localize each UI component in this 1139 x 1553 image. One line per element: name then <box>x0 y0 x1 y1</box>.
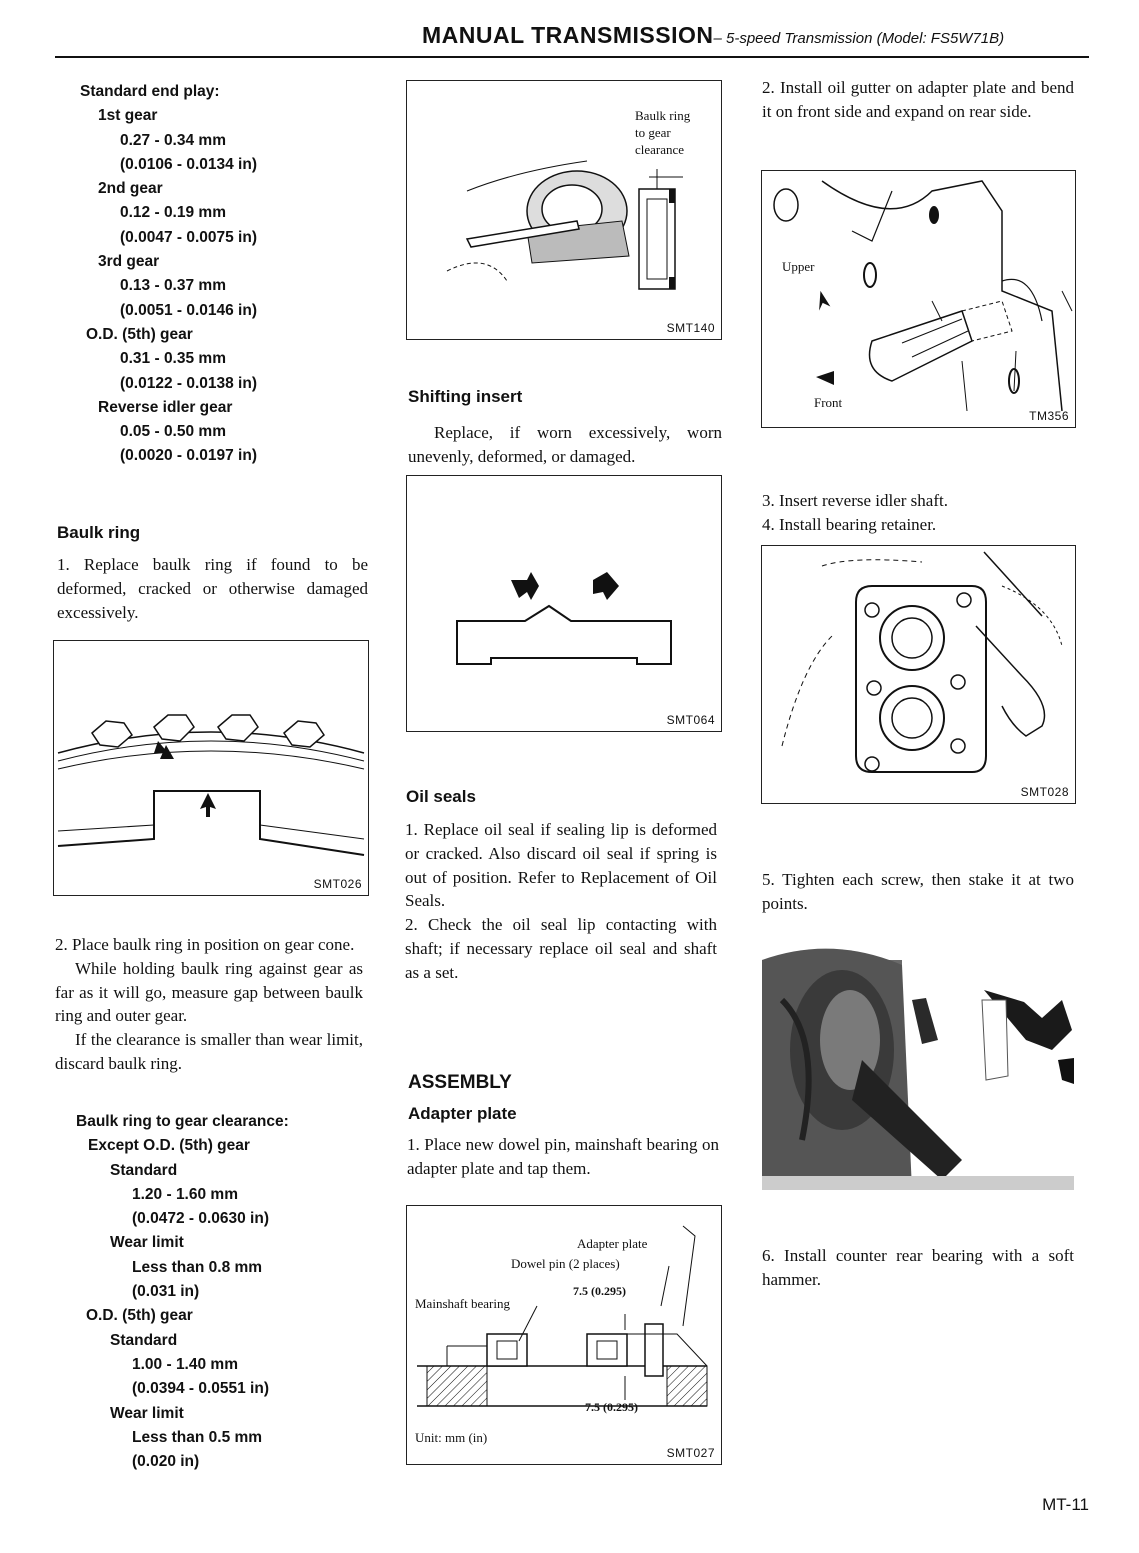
clearance-value: (0.020 in) <box>132 1453 200 1471</box>
oil-seals-steps <box>405 818 717 985</box>
clearance-title: Baulk ring to gear clearance: <box>76 1113 289 1130</box>
clearance-value: (0.0472 - 0.0630 in) <box>132 1210 269 1228</box>
right-step4: 4. Install bearing retainer. <box>762 514 937 534</box>
shifting-insert-text-block <box>408 421 722 469</box>
oil-seal-step2: 2. Check the oil seal lip contacting with shaft; if necessary replace oil seal and shaft as a set. <box>405 915 717 982</box>
assembly-heading: ASSEMBLY <box>408 1072 512 1093</box>
assembly-step1: 1. Place new dowel pin, mainshaft bearing on adapter plate and tap them. <box>407 1135 719 1178</box>
figure-code: SMT028 <box>1020 785 1069 799</box>
right-steps-3-4 <box>762 489 1074 537</box>
figure-smt028 <box>761 545 1076 804</box>
spec-gear: Reverse idler gear <box>98 398 233 416</box>
fig-unit: Unit: mm (in) <box>415 1430 488 1445</box>
assembly-step1-block <box>407 1133 719 1181</box>
fig-label: Baulk ring <box>635 108 691 123</box>
shifting-insert-diagram <box>407 476 721 731</box>
spec-in: (0.0106 - 0.0134 in) <box>120 155 257 173</box>
end-play-spec <box>80 80 380 469</box>
shifting-insert-text: Replace, if worn excessively, worn unevenly, deformed, or damaged. <box>408 423 722 466</box>
figure-smt026 <box>53 640 369 896</box>
oil-gutter-diagram <box>762 171 1075 427</box>
spec-in: (0.0051 - 0.0146 in) <box>120 301 257 319</box>
shifting-insert-heading: Shifting insert <box>408 387 523 406</box>
header-title: MANUAL TRANSMISSION <box>422 22 714 48</box>
clearance-value: Less than 0.5 mm <box>132 1428 263 1446</box>
end-play-title: Standard end play: <box>80 83 220 100</box>
spec-gear: 3rd gear <box>98 253 160 271</box>
clearance-spec <box>76 1110 376 1474</box>
spec-mm: 0.12 - 0.19 mm <box>120 204 226 222</box>
spec-in: (0.0047 - 0.0075 in) <box>120 228 257 246</box>
clearance-value: 1.20 - 1.60 mm <box>132 1185 238 1203</box>
fig-label-adapter-plate: Adapter plate <box>577 1236 648 1251</box>
fig-label-mainshaft-bearing: Mainshaft bearing <box>415 1296 510 1311</box>
right-step6: 6. Install counter rear bearing with a soft hammer. <box>762 1246 1074 1289</box>
right-step3: 3. Insert reverse idler shaft. <box>762 491 948 510</box>
clearance-except: Except O.D. (5th) gear <box>88 1137 250 1155</box>
clearance-value: 1.00 - 1.40 mm <box>132 1355 238 1373</box>
baulk-ring-diagram <box>54 641 368 895</box>
clearance-value: (0.031 in) <box>132 1283 200 1301</box>
page-header <box>422 22 1004 49</box>
fig-label-front: Front <box>814 395 843 410</box>
fig-label: clearance <box>635 142 685 157</box>
spec-gear: 1st gear <box>98 107 158 125</box>
clearance-wear-limit: Wear limit <box>110 1234 184 1252</box>
fig-dimension: 7.5 (0.295) <box>585 1400 638 1414</box>
figure-smt064 <box>406 475 722 732</box>
fig-label-dowel-pin: Dowel pin (2 places) <box>511 1256 620 1271</box>
header-subtitle: – 5-speed Transmission (Model: FS5W71B) <box>713 30 1005 47</box>
clearance-value: (0.0394 - 0.0551 in) <box>132 1380 269 1398</box>
staking-photo-illustration <box>762 940 1074 1190</box>
spec-mm: 0.13 - 0.37 mm <box>120 277 226 295</box>
clearance-wear-limit: Wear limit <box>110 1404 184 1422</box>
right-step5-block <box>762 868 1074 916</box>
fig-label: to gear <box>635 125 671 140</box>
adapter-plate-diagram <box>407 1206 721 1464</box>
baulk-step2-text: 2. Place baulk ring in position on gear cone. <box>55 935 355 954</box>
baulk-ring-step1 <box>57 553 368 624</box>
figure-code: TM356 <box>1029 409 1069 423</box>
photo-staking <box>762 940 1074 1190</box>
spec-in: (0.0122 - 0.0138 in) <box>120 374 257 392</box>
adapter-plate-heading: Adapter plate <box>408 1104 517 1123</box>
figure-code: SMT140 <box>666 321 715 335</box>
spec-gear: O.D. (5th) gear <box>86 325 193 343</box>
right-step2-block <box>762 76 1074 124</box>
clearance-od: O.D. (5th) gear <box>86 1307 193 1325</box>
clearance-standard: Standard <box>110 1331 178 1349</box>
figure-smt140 <box>406 80 722 340</box>
fig-label-upper: Upper <box>782 259 815 274</box>
spec-mm: 0.31 - 0.35 mm <box>120 350 226 368</box>
baulk-para2-text: While holding baulk ring against gear as far as it will go, measure gap between baulk ring and outer gear. <box>55 958 363 1026</box>
header-rule <box>55 56 1089 58</box>
baulk-ring-heading: Baulk ring <box>57 523 141 542</box>
page-number: MT-11 <box>1042 1495 1089 1514</box>
oil-seals-heading: Oil seals <box>406 787 476 806</box>
right-step6-block <box>762 1244 1074 1292</box>
figure-tm356 <box>761 170 1076 428</box>
right-step2: 2. Install oil gutter on adapter plate and bend it on front side and expand on rear side. <box>762 78 1074 121</box>
spec-in: (0.0020 - 0.0197 in) <box>120 447 257 465</box>
spec-mm: 0.05 - 0.50 mm <box>120 423 226 441</box>
figure-smt027 <box>406 1205 722 1465</box>
baulk-para3-text: If the clearance is smaller than wear limit, discard baulk ring. <box>55 1030 363 1073</box>
clearance-standard: Standard <box>110 1161 178 1179</box>
figure-code: SMT064 <box>666 713 715 727</box>
oil-seal-step1: 1. Replace oil seal if sealing lip is deformed or cracked. Also discard oil seal if spring is out of position. Refer to Replacement of Oil Seals. <box>405 820 717 911</box>
spec-mm: 0.27 - 0.34 mm <box>120 131 226 149</box>
baulk-step1-text: 1. Replace baulk ring if found to be deformed, cracked or otherwise damaged excessively. <box>57 555 368 622</box>
baulk-ring-steps <box>55 933 363 1076</box>
clearance-value: Less than 0.8 mm <box>132 1258 263 1276</box>
spec-gear: 2nd gear <box>98 180 163 198</box>
figure-code: SMT027 <box>666 1446 715 1460</box>
right-step5: 5. Tighten each screw, then stake it at two points. <box>762 870 1074 913</box>
figure-code: SMT026 <box>313 877 362 891</box>
bearing-retainer-diagram <box>762 546 1075 803</box>
fig-dimension: 7.5 (0.295) <box>573 1284 626 1298</box>
